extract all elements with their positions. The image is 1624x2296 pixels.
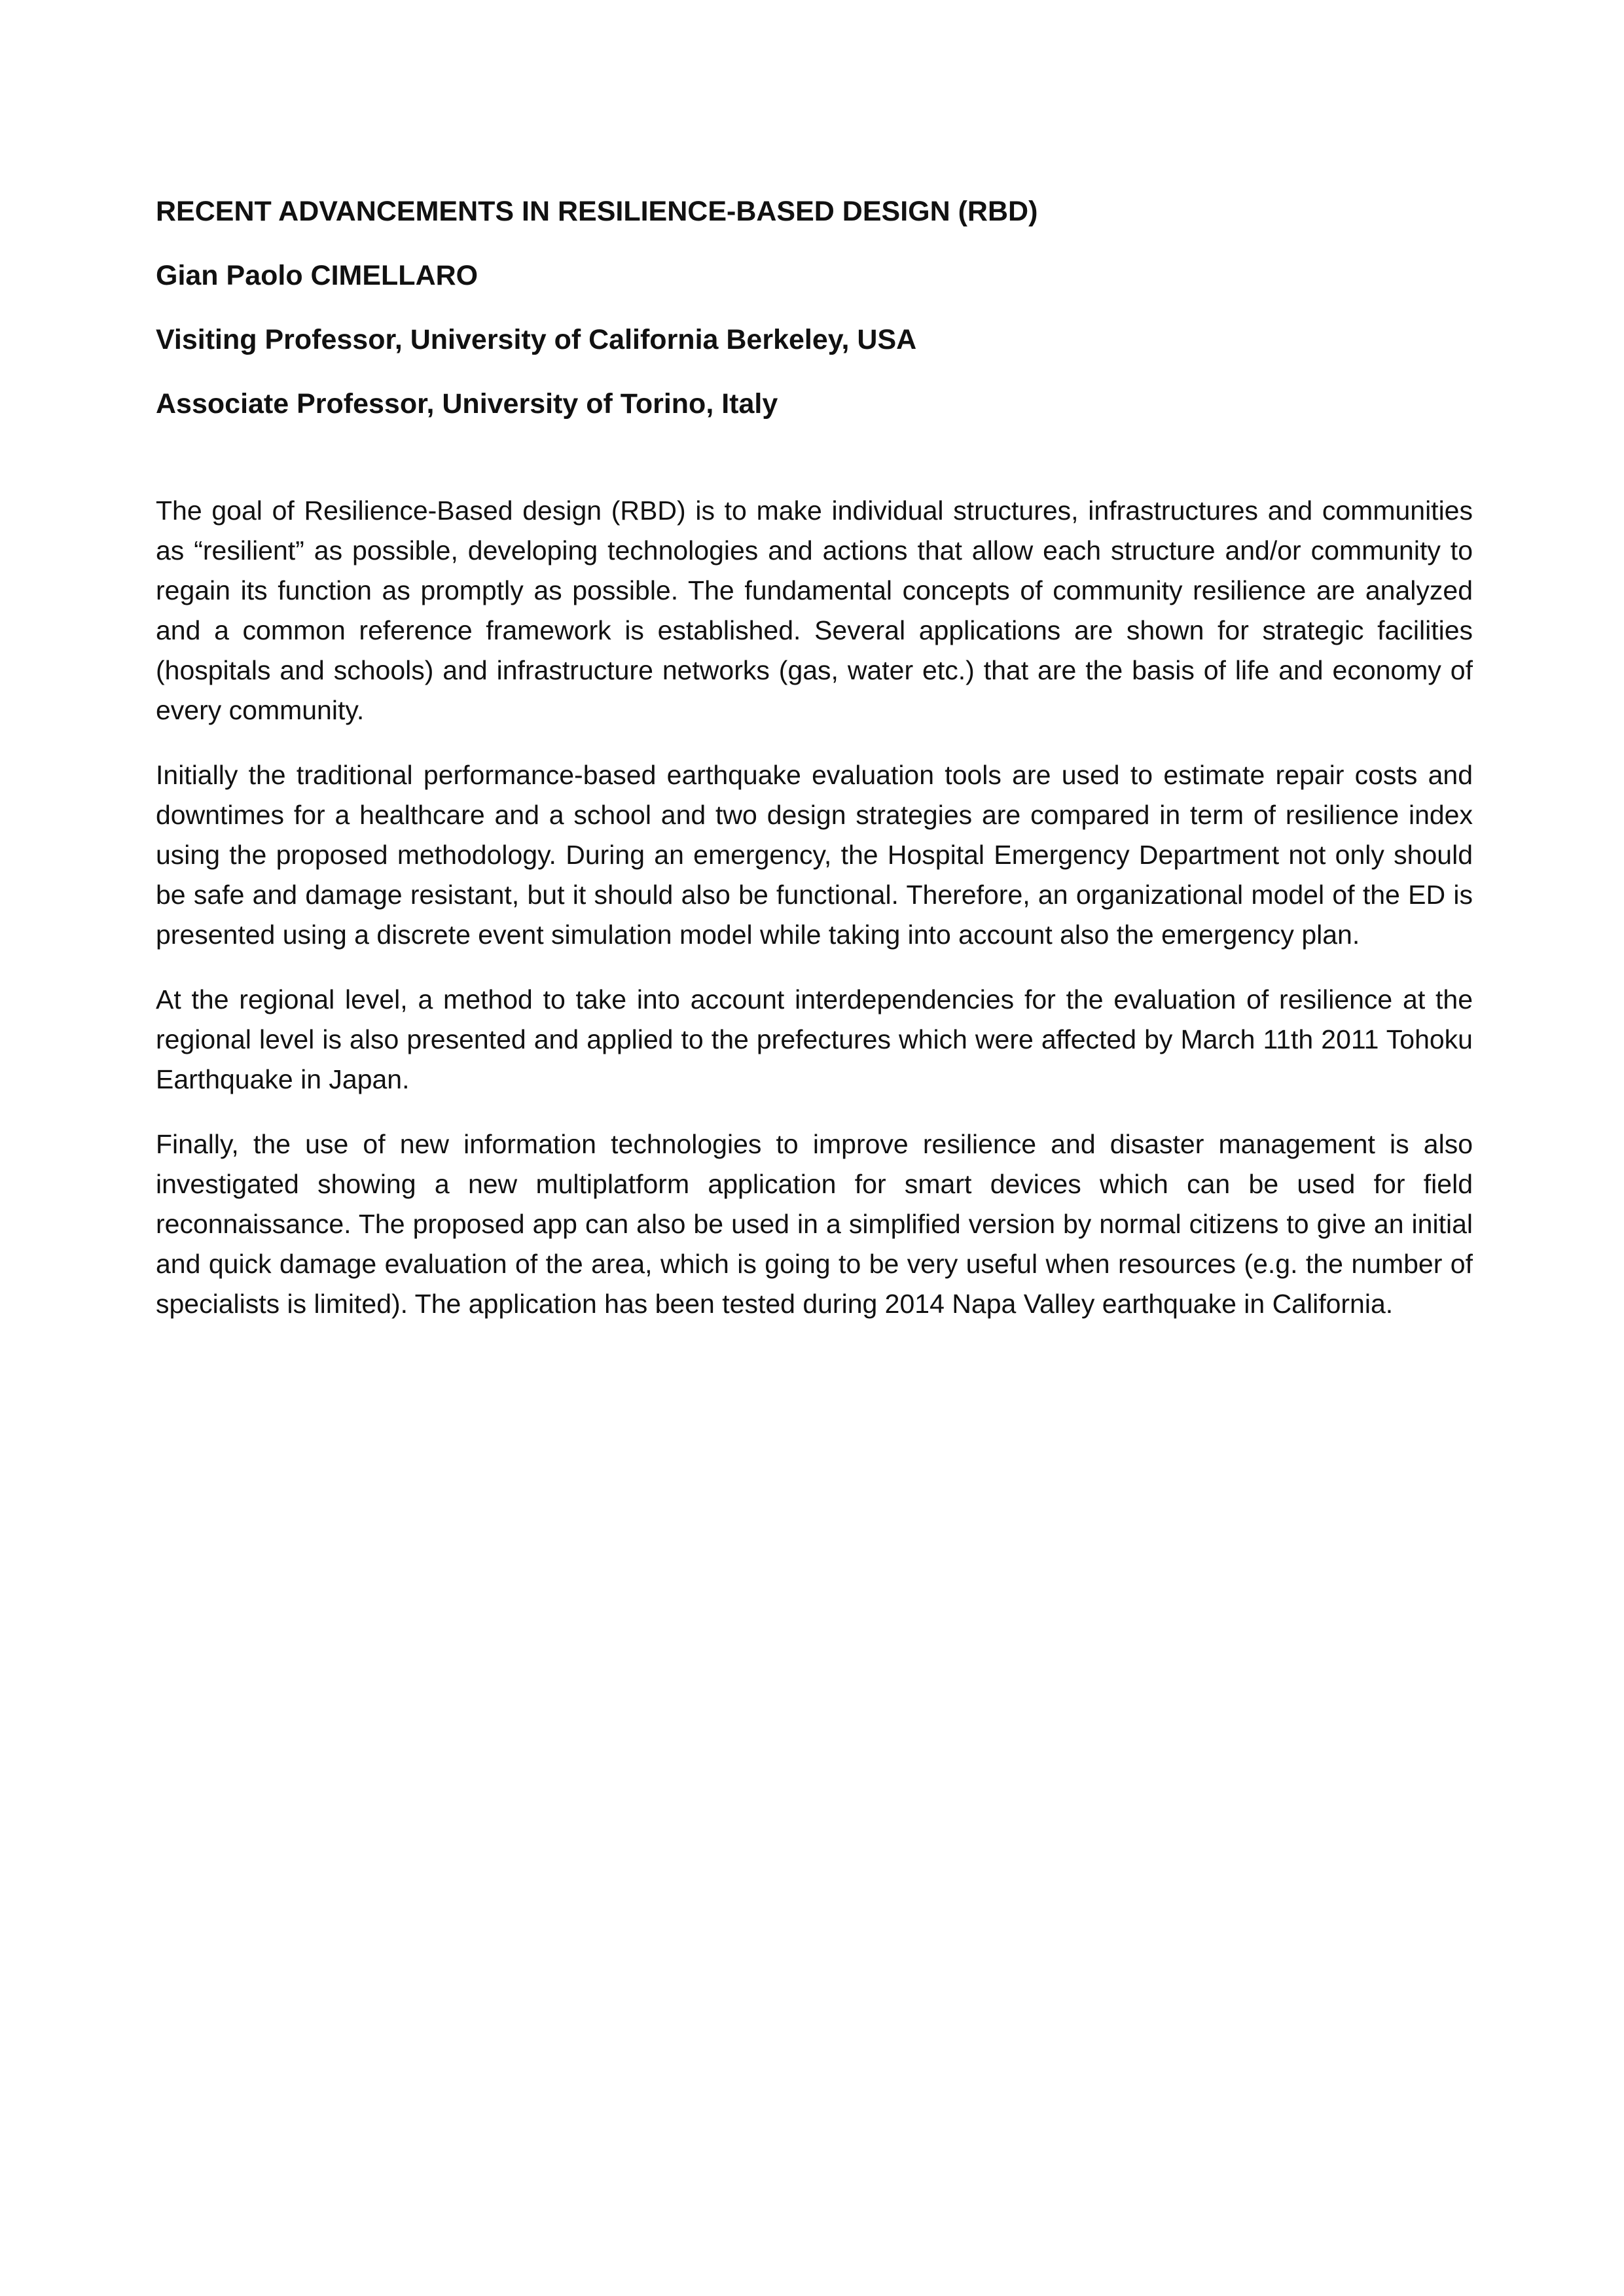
document-title: RECENT ADVANCEMENTS IN RESILIENCE-BASED DESIGN (RBD): [156, 196, 1038, 227]
paragraph-introduction: The goal of Resilience-Based design (RBD) is to make individual structures, infrastructures and communities as “resilient” as possible, developing technologies and actions that allow each structure and/or community to regain its function as promptly as possible. The fundamental concepts of community resilience are analyzed and a common reference framework is established. Several applications are shown for strategic facilities (hospitals and schools) and infrastructure networks (gas, water etc.) that are the basis of life and economy of every community.: [156, 495, 1473, 725]
paragraph-regional-level: At the regional level, a method to take into account interdependencies for the evaluation of resilience at the regional level is also presented and applied to the prefectures which were affected by March 11th 2011 Tohoku Earthquake in Japan.: [156, 984, 1473, 1094]
paragraph-information-technologies: Finally, the use of new information technologies to improve resilience and disaster management is also investigated showing a new multiplatform application for smart devices which can be used for field reconnaissance. The proposed app can also be used in a simplified version by normal citizens to give an initial and quick damage evaluation of the area, which is going to be very useful when resources (e.g. the number of specialists is limited). The application has been tested during 2014 Napa Valley earthquake in California.: [156, 1129, 1473, 1319]
affiliation-berkeley: Visiting Professor, University of California Berkeley, USA: [156, 324, 917, 355]
paragraph-methodology: Initially the traditional performance-based earthquake evaluation tools are used to estimate repair costs and downtimes for a healthcare and a school and two design strategies are compared in term of resilience index using the proposed methodology. During an emergency, the Hospital Emergency Department not only should be safe and damage resistant, but it should also be functional. Therefore, an organizational model of the ED is presented using a discrete event simulation model while taking into account also the emergency plan.: [156, 760, 1473, 950]
page-content: [156, 193, 1473, 1349]
header-block: [156, 193, 1473, 422]
abstract-body: [156, 491, 1473, 1324]
author-name: Gian Paolo CIMELLARO: [156, 260, 478, 291]
affiliation-torino: Associate Professor, University of Torino, Italy: [156, 388, 778, 420]
